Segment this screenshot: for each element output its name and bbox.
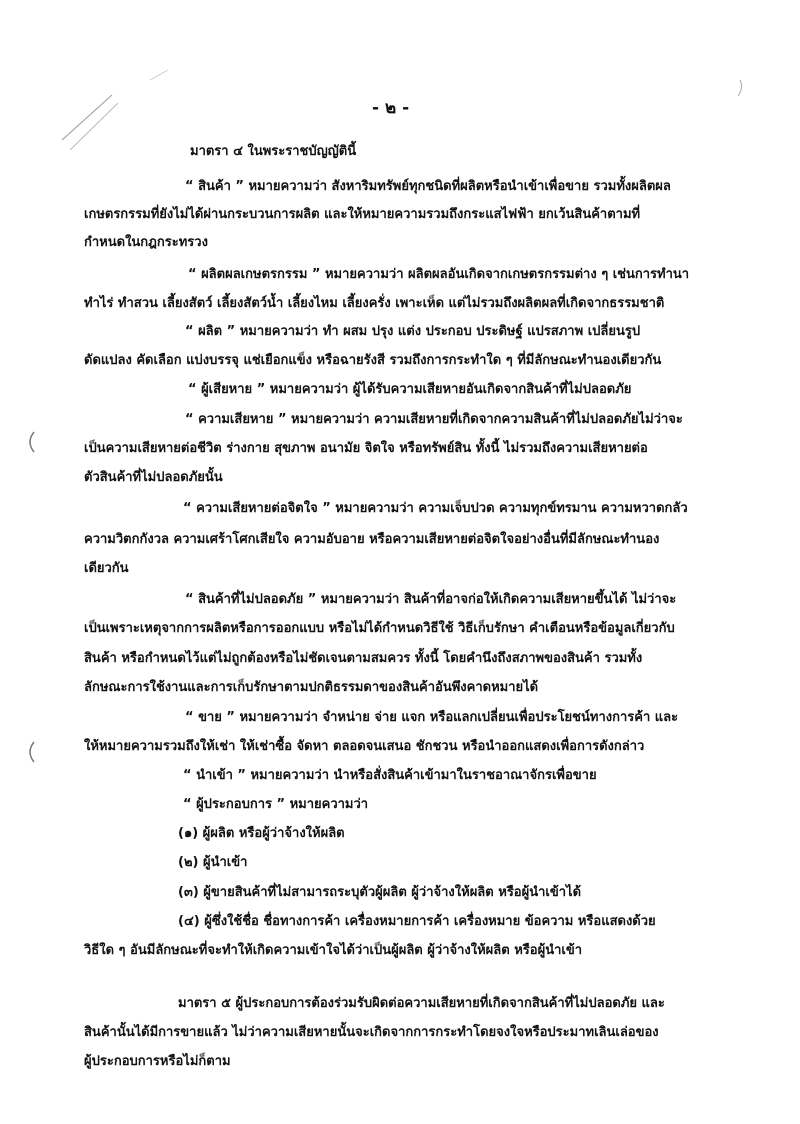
list-item: (๔) ผู้ซึ่งใช้ชื่อ ชื่อทางการค้า เครื่องหมายการค้า เครื่องหมาย ข้อความ หรือแสดงด้วย	[178, 914, 656, 929]
text-line: ทำไร่ ทำสวน เลี้ยงสัตว์ เลี้ยงสัตว์น้ำ เลี้ยงไหม เลี้ยงครั่ง เพาะเห็ด แต่ไม่รวมถึงผลิตผลที่เกิดจากธรรมชาติ	[84, 296, 665, 311]
list-item: (๑) ผู้ผลิต หรือผู้ว่าจ้างให้ผลิต	[178, 826, 345, 841]
text-line: ตัวสินค้าที่ไม่ปลอดภัยนั้น	[84, 470, 223, 485]
text-line: “ ผู้เสียหาย ” หมายความว่า ผู้ได้รับความเสียหายอันเกิดจากสินค้าที่ไม่ปลอดภัย	[188, 382, 632, 397]
text-line: สินค้านั้นได้มีการขายแล้ว ไม่ว่าความเสียหายนั้นจะเกิดจากการกระทำโดยจงใจหรือประมาทเลินเล่อของ	[84, 1025, 659, 1040]
text-line: “ ความเสียหาย ” หมายความว่า ความเสียหายที่เกิดจากความสินค้าที่ไม่ปลอดภัยไม่ว่าจะ	[185, 412, 683, 427]
text-line: ให้หมายความรวมถึงให้เช่า ให้เช่าซื้อ จัดหา ตลอดจนเสนอ ชักชวน หรือนำออกแสดงเพื่อการดังกล่าว	[84, 739, 645, 754]
text-line: สินค้า หรือกำหนดไว้แต่ไม่ถูกต้องหรือไม่ชัดเจนตามสมควร ทั้งนี้ โดยคำนึงถึงสภาพของสินค้า รวมทั้ง	[84, 651, 643, 666]
text-line: “ ผลิตผลเกษตรกรรม ” หมายความว่า ผลิตผลอันเกิดจากเกษตรกรรมต่าง ๆ เช่นการทำนา	[188, 267, 690, 282]
text-line: เป็นเพราะเหตุจากการผลิตหรือการออกแบบ หรือไม่ได้กำหนดวิธีใช้ วิธีเก็บรักษา คำเตือนหรือข้อมูลเกี่ยวกับ	[84, 621, 675, 636]
text-line: “ นำเข้า ” หมายความว่า นำหรือสั่งสินค้าเข้ามาในราชอาณาจักรเพื่อขาย	[183, 768, 597, 783]
text-line: “ ความเสียหายต่อจิตใจ ” หมายความว่า ความเจ็บปวด ความทุกข์ทรมาน ความหวาดกลัว	[183, 501, 688, 516]
text-line: “ สินค้าที่ไม่ปลอดภัย ” หมายความว่า สินค้าที่อาจก่อให้เกิดความเสียหายขึ้นได้ ไม่ว่าจะ	[185, 592, 677, 607]
section-heading: มาตรา ๕ ผู้ประกอบการต้องร่วมรับผิดต่อความเสียหายที่เกิดจากสินค้าที่ไม่ปลอดภัย และ	[178, 996, 665, 1011]
page-number: - ๒ -	[372, 98, 410, 118]
text-line: “ ผลิต ” หมายความว่า ทำ ผสม ปรุง แต่ง ประกอบ ประดิษฐ์ แปรสภาพ เปลี่ยนรูป	[185, 324, 641, 339]
text-line: ความวิตกกังวล ความเศร้าโศกเสียใจ ความอับอาย หรือความเสียหายต่อจิตใจอย่างอื่นที่มีลักษณะทำนอง	[84, 532, 660, 547]
text-line: “ ผู้ประกอบการ ” หมายความว่า	[183, 797, 369, 812]
text-line: “ ขาย ” หมายความว่า จำหน่าย จ่าย แจก หรือแลกเปลี่ยนเพื่อประโยชน์ทางการค้า และ	[185, 710, 679, 725]
text-line: วิธีใด ๆ อันมีลักษณะที่จะทำให้เกิดความเข้าใจได้ว่าเป็นผู้ผลิต ผู้ว่าจ้างให้ผลิต หรือผู้นำเข้า	[84, 943, 583, 958]
text-line: ผู้ประกอบการหรือไม่ก็ตาม	[84, 1054, 231, 1069]
text-line: เดียวกัน	[84, 561, 129, 576]
text-line: “ สินค้า ” หมายความว่า สังหาริมทรัพย์ทุกชนิดที่ผลิตหรือนำเข้าเพื่อขาย รวมทั้งผลิตผล	[185, 179, 671, 194]
list-item: (๓) ผู้ขายสินค้าที่ไม่สามารถระบุตัวผู้ผลิต ผู้ว่าจ้างให้ผลิต หรือผู้นำเข้าได้	[178, 885, 582, 900]
text-line: ลักษณะการใช้งานและการเก็บรักษาตามปกติธรรมดาของสินค้าอันพึงคาดหมายได้	[84, 680, 539, 695]
text-line: เป็นความเสียหายต่อชีวิต ร่างกาย สุขภาพ อนามัย จิตใจ หรือทรัพย์สิน ทั้งนี้ ไม่รวมถึงความเสียหายต่อ	[84, 441, 648, 456]
text-line: ดัดแปลง คัดเลือก แบ่งบรรจุ แช่เยือกแข็ง หรือฉายรังสี รวมถึงการกระทำใด ๆ ที่มีลักษณะทำนองเดียวกัน	[84, 353, 662, 368]
text-line: กำหนดในกฎกระทรวง	[84, 235, 208, 250]
section-heading: มาตรา ๔ ในพระราชบัญญัตินี้	[190, 144, 357, 159]
list-item: (๒) ผู้นำเข้า	[178, 855, 248, 870]
text-line: เกษตรกรรมที่ยังไม่ได้ผ่านกระบวนการผลิต และให้หมายความรวมถึงกระแสไฟฟ้า ยกเว้นสินค้าตามที่	[84, 207, 641, 222]
